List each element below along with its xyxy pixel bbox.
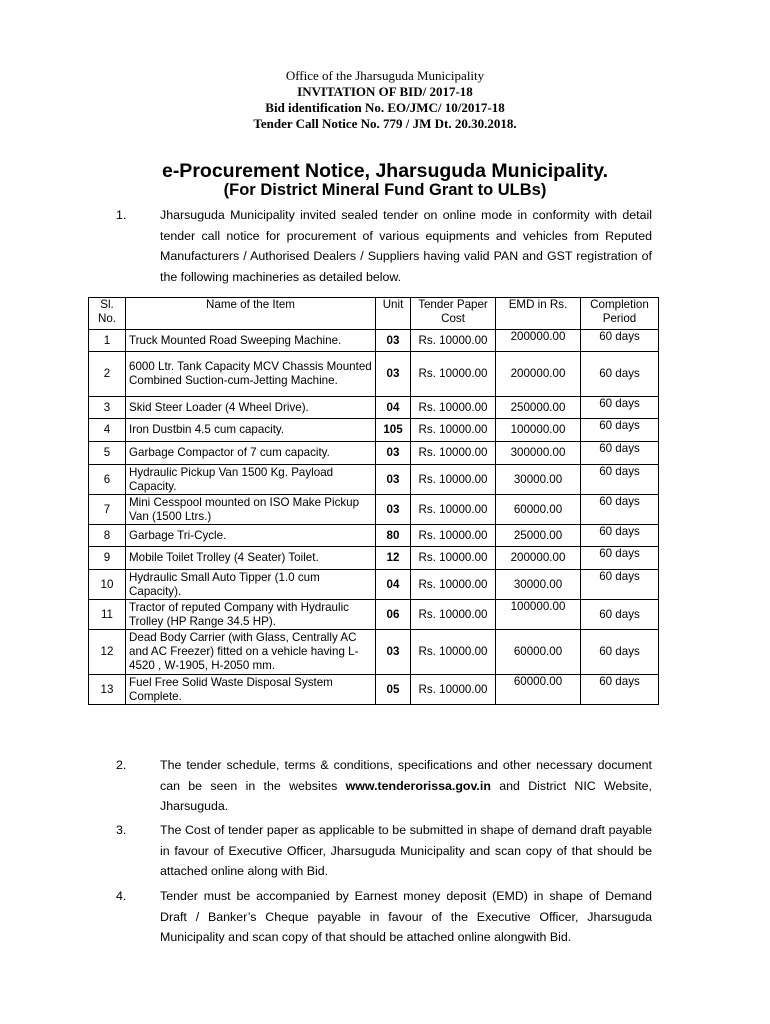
cell-period: 60 days (581, 397, 659, 419)
cell-emd: 200000.00 (496, 330, 581, 352)
tender-website-link[interactable]: www.tenderorissa.gov.in (345, 778, 491, 793)
cell-tender-cost: Rs. 10000.00 (411, 525, 496, 547)
cell-tender-cost: Rs. 10000.00 (411, 570, 496, 600)
cell-emd: 100000.00 (496, 600, 581, 630)
cell-sl: 1 (89, 330, 126, 352)
cell-item-name: Truck Mounted Road Sweeping Machine. (126, 330, 376, 352)
notice-subtitle: (For District Mineral Fund Grant to ULBs) (223, 181, 547, 199)
cell-period: 60 days (581, 419, 659, 442)
cell-emd: 300000.00 (496, 442, 581, 465)
cell-tender-cost: Rs. 10000.00 (411, 465, 496, 495)
cell-emd: 250000.00 (496, 397, 581, 419)
cell-sl: 4 (89, 419, 126, 442)
cell-item-name: Hydraulic Pickup Van 1500 Kg. Payload Capacity. (126, 465, 376, 495)
header-item-name: Name of the Item (126, 298, 376, 330)
cell-period: 60 days (581, 675, 659, 705)
cell-sl: 3 (89, 397, 126, 419)
table-row (89, 465, 659, 495)
cell-period: 60 days (581, 465, 659, 495)
cell-emd: 200000.00 (496, 352, 581, 397)
paragraph-3-number: 3. (116, 823, 127, 837)
cell-tender-cost: Rs. 10000.00 (411, 330, 496, 352)
cell-item-name: Hydraulic Small Auto Tipper (1.0 cum Capacity). (126, 570, 376, 600)
paragraph-1-number: 1. (116, 208, 127, 222)
table-row (89, 495, 659, 525)
cell-emd: 100000.00 (496, 419, 581, 442)
cell-tender-cost: Rs. 10000.00 (411, 600, 496, 630)
cell-sl: 2 (89, 352, 126, 397)
cell-period: 60 days (581, 330, 659, 352)
table-row (89, 419, 659, 442)
cell-period: 60 days (581, 630, 659, 675)
cell-sl: 12 (89, 630, 126, 675)
cell-emd: 30000.00 (496, 465, 581, 495)
header-tender-cost: Tender Paper Cost (411, 298, 496, 330)
paragraph-4: Tender must be accompanied by Earnest money deposit (EMD) in shape of Demand Draft / Banker’s Cheque payable in favour of the Executive Officer, Jharsuguda Municipality and scan copy of that should be attached online alongwith Bid. (160, 889, 652, 944)
notice-title: e-Procurement Notice, Jharsuguda Municipality. (161, 160, 609, 182)
cell-tender-cost: Rs. 10000.00 (411, 352, 496, 397)
cell-unit: 12 (376, 547, 411, 570)
paragraph-2-text: The tender schedule, terms & conditions, specifications and other necessary document can be seen in the websites (160, 758, 652, 793)
cell-period: 60 days (581, 600, 659, 630)
items-table (88, 297, 659, 705)
cell-period: 60 days (581, 525, 659, 547)
paragraph-1: Jharsuguda Municipality invited sealed tender on online mode in conformity with detail tender call notice for procurement of various equipments and vehicles from Reputed Manufacturers / Authorised Dealers / Suppliers having valid PAN and GST registration of the following machineries as detailed below. (160, 208, 652, 284)
cell-period: 60 days (581, 352, 659, 397)
cell-item-name: Iron Dustbin 4.5 cum capacity. (126, 419, 376, 442)
cell-emd: 200000.00 (496, 547, 581, 570)
cell-tender-cost: Rs. 10000.00 (411, 675, 496, 705)
cell-emd: 25000.00 (496, 525, 581, 547)
cell-sl: 6 (89, 465, 126, 495)
paragraph-3: The Cost of tender paper as applicable to be submitted in shape of demand draft payable in favour of Executive Officer, Jharsuguda Municipality and scan copy of that should be attached online along with Bid. (160, 823, 652, 878)
cell-unit: 03 (376, 495, 411, 525)
cell-sl: 7 (89, 495, 126, 525)
cell-tender-cost: Rs. 10000.00 (411, 419, 496, 442)
invitation-of-bid: INVITATION OF BID/ 2017-18 (297, 84, 473, 99)
cell-unit: 06 (376, 600, 411, 630)
cell-sl: 5 (89, 442, 126, 465)
cell-tender-cost: Rs. 10000.00 (411, 442, 496, 465)
cell-item-name: 6000 Ltr. Tank Capacity MCV Chassis Mounted Combined Suction-cum-Jetting Machine. (126, 352, 376, 397)
table-row (89, 525, 659, 547)
paragraph-2-number: 2. (116, 758, 127, 772)
bid-identification: Bid identification No. EO/JMC/ 10/2017-18 (265, 100, 505, 115)
cell-unit: 04 (376, 397, 411, 419)
cell-period: 60 days (581, 547, 659, 570)
cell-sl: 9 (89, 547, 126, 570)
cell-unit: 03 (376, 630, 411, 675)
cell-unit: 105 (376, 419, 411, 442)
paragraph-2 (160, 755, 652, 817)
table-row (89, 442, 659, 465)
paragraph-2-text-end: and District NIC Website, Jharsuguda. (160, 778, 652, 813)
table-row (89, 352, 659, 397)
cell-unit: 03 (376, 465, 411, 495)
paragraph-4-number: 4. (116, 889, 127, 903)
cell-tender-cost: Rs. 10000.00 (411, 630, 496, 675)
table-header-row (89, 298, 659, 330)
table-row (89, 600, 659, 630)
header-completion-period: Completion Period (581, 298, 659, 330)
header-unit: Unit (376, 298, 411, 330)
cell-unit: 05 (376, 675, 411, 705)
cell-sl: 10 (89, 570, 126, 600)
cell-item-name: Garbage Tri-Cycle. (126, 525, 376, 547)
cell-emd: 60000.00 (496, 495, 581, 525)
cell-emd: 60000.00 (496, 675, 581, 705)
cell-unit: 04 (376, 570, 411, 600)
cell-unit: 80 (376, 525, 411, 547)
cell-item-name: Mobile Toilet Trolley (4 Seater) Toilet. (126, 547, 376, 570)
cell-period: 60 days (581, 495, 659, 525)
cell-item-name: Tractor of reputed Company with Hydraulic Trolley (HP Range 34.5 HP). (126, 600, 376, 630)
cell-sl: 11 (89, 600, 126, 630)
cell-item-name: Skid Steer Loader (4 Wheel Drive). (126, 397, 376, 419)
cell-sl: 13 (89, 675, 126, 705)
cell-tender-cost: Rs. 10000.00 (411, 495, 496, 525)
cell-unit: 03 (376, 330, 411, 352)
table-row (89, 547, 659, 570)
cell-period: 60 days (581, 570, 659, 600)
cell-item-name: Mini Cesspool mounted on ISO Make Pickup Van (1500 Ltrs.) (126, 495, 376, 525)
cell-tender-cost: Rs. 10000.00 (411, 397, 496, 419)
cell-item-name: Dead Body Carrier (with Glass, Centrally AC and AC Freezer) fitted on a vehicle having L-4520 , W-1905, H-2050 mm. (126, 630, 376, 675)
header-sl-no: Sl. No. (89, 298, 126, 330)
table-row (89, 675, 659, 705)
table-row (89, 570, 659, 600)
cell-item-name: Fuel Free Solid Waste Disposal System Complete. (126, 675, 376, 705)
cell-sl: 8 (89, 525, 126, 547)
header-emd: EMD in Rs. (496, 298, 581, 330)
cell-period: 60 days (581, 442, 659, 465)
table-row (89, 630, 659, 675)
table-row (89, 397, 659, 419)
cell-emd: 30000.00 (496, 570, 581, 600)
cell-unit: 03 (376, 442, 411, 465)
cell-unit: 03 (376, 352, 411, 397)
tender-call-notice: Tender Call Notice No. 779 / JM Dt. 20.30.2018. (253, 116, 517, 131)
office-name: Office of the Jharsuguda Municipality (285, 68, 485, 83)
cell-emd: 60000.00 (496, 630, 581, 675)
cell-item-name: Garbage Compactor of 7 cum capacity. (126, 442, 376, 465)
cell-tender-cost: Rs. 10000.00 (411, 547, 496, 570)
table-row (89, 330, 659, 352)
